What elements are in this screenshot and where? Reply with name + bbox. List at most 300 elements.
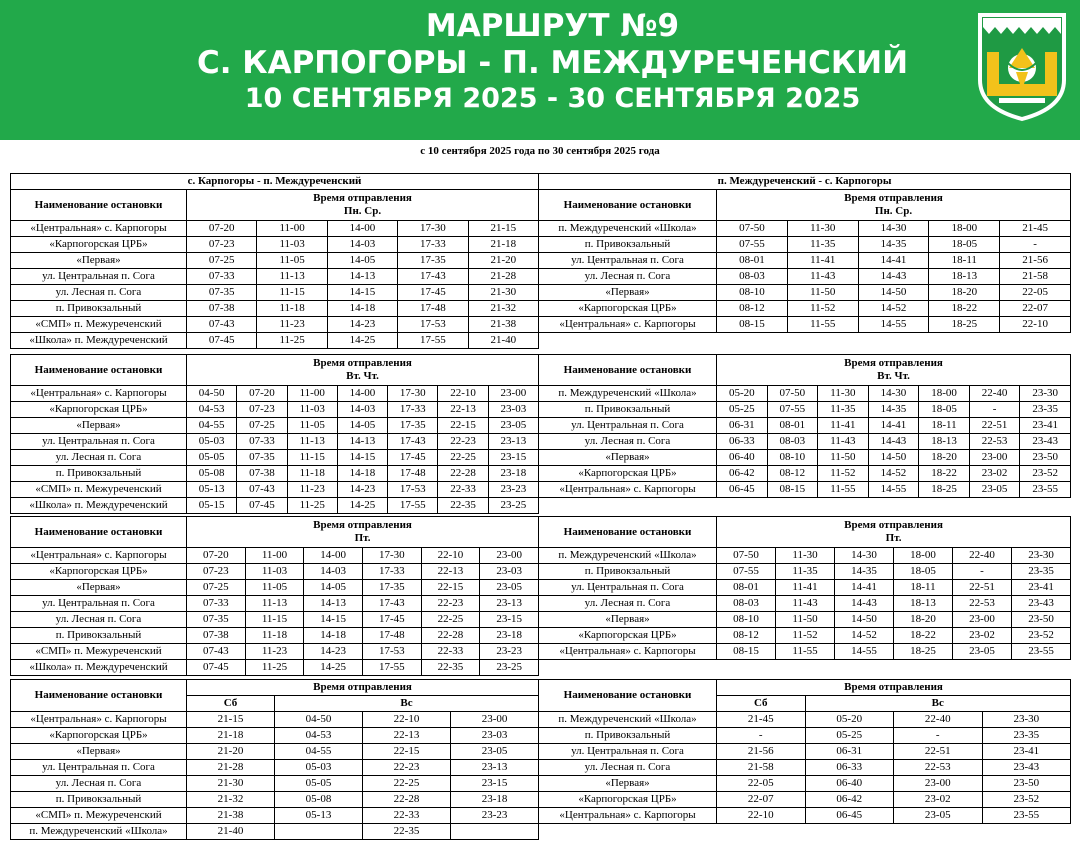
departure-time: 21-18 — [468, 237, 538, 253]
departure-time: 22-25 — [421, 612, 480, 628]
departure-time: 14-18 — [327, 301, 397, 317]
empty-cell — [539, 824, 717, 840]
departure-time: 11-00 — [245, 548, 304, 564]
departure-time: 21-32 — [468, 301, 538, 317]
departure-time: 23-55 — [1020, 482, 1071, 498]
stop-name: «Первая» — [539, 776, 717, 792]
stop-name: «СМП» п. Межуреченский — [11, 317, 187, 333]
departure-time: 21-56 — [1000, 253, 1071, 269]
stop-name: п. Привокзальный — [11, 466, 187, 482]
stop-name-header: Наименование остановки — [539, 190, 717, 221]
departure-time-label: Время отправления — [844, 192, 943, 204]
departure-time: 23-13 — [488, 434, 538, 450]
departure-time: 21-30 — [187, 776, 275, 792]
departure-time: 21-38 — [468, 317, 538, 333]
departure-time: 11-30 — [818, 386, 869, 402]
departure-time: 22-51 — [969, 418, 1020, 434]
stop-name: ул. Лесная п. Сога — [539, 269, 717, 285]
stop-name: п. Привокзальный — [11, 628, 187, 644]
departure-time: 22-10 — [717, 808, 806, 824]
empty-cell — [539, 333, 717, 349]
departure-time: 05-03 — [275, 760, 363, 776]
table-row — [11, 776, 539, 792]
departure-time: 11-18 — [245, 628, 304, 644]
right-table-block-4 — [538, 679, 1071, 839]
departure-time: 07-20 — [187, 548, 246, 564]
table-row — [11, 466, 539, 482]
departure-time — [275, 824, 363, 840]
table-row — [11, 434, 539, 450]
departure-time — [451, 824, 539, 840]
left-table-block-1 — [10, 173, 539, 349]
departure-time: 11-03 — [257, 237, 327, 253]
departure-time: 23-00 — [894, 776, 983, 792]
stop-name: «Карпогорская ЦРБ» — [11, 728, 187, 744]
departure-time: 22-15 — [363, 744, 451, 760]
departure-time: 17-35 — [388, 418, 438, 434]
departure-time: - — [969, 402, 1020, 418]
departure-time: 21-40 — [187, 824, 275, 840]
departure-time: 17-48 — [398, 301, 468, 317]
departure-time: 14-03 — [327, 237, 397, 253]
departure-time: 07-25 — [187, 253, 257, 269]
stop-name: п. Междуреченский «Школа» — [539, 548, 717, 564]
departure-time-header — [717, 517, 1071, 548]
departure-time: 14-50 — [868, 450, 919, 466]
stop-name: «Карпогорская ЦРБ» — [11, 564, 187, 580]
departure-time: 14-52 — [835, 628, 894, 644]
departure-time: 18-11 — [929, 253, 1000, 269]
departure-time: 08-15 — [767, 482, 818, 498]
departure-time: 21-40 — [468, 333, 538, 349]
departure-time: 17-33 — [398, 237, 468, 253]
departure-time: 23-23 — [451, 808, 539, 824]
departure-time: 18-22 — [929, 301, 1000, 317]
table-row — [11, 728, 539, 744]
departure-time: 18-00 — [929, 221, 1000, 237]
departure-time: 14-25 — [327, 333, 397, 349]
table-row — [11, 386, 539, 402]
departure-time: 05-20 — [717, 386, 768, 402]
departure-time: 23-55 — [982, 808, 1071, 824]
departure-time: 23-30 — [1012, 548, 1071, 564]
table-row — [539, 548, 1071, 564]
stop-name: п. Привокзальный — [539, 237, 717, 253]
stop-name-header: Наименование остановки — [11, 355, 187, 386]
stop-name: «Центральная» с. Карпогоры — [539, 482, 717, 498]
departure-time: 14-18 — [337, 466, 387, 482]
stop-name: «Первая» — [11, 580, 187, 596]
departure-time: 05-08 — [187, 466, 237, 482]
departure-time: 18-11 — [894, 580, 953, 596]
departure-time: 11-43 — [787, 269, 858, 285]
departure-time: 18-05 — [894, 564, 953, 580]
stop-name: «Карпогорская ЦРБ» — [539, 792, 717, 808]
departure-time: 17-53 — [388, 482, 438, 498]
departure-time: 07-20 — [187, 221, 257, 237]
departure-time: 17-55 — [398, 333, 468, 349]
departure-time: 11-55 — [776, 644, 835, 660]
departure-time-label: Время отправления — [844, 519, 943, 531]
departure-time: 22-33 — [438, 482, 488, 498]
departure-time: 08-01 — [717, 580, 776, 596]
departure-time: 23-00 — [488, 386, 538, 402]
stop-name: п. Междуреченский «Школа» — [539, 712, 717, 728]
table-row — [11, 792, 539, 808]
departure-time: 11-25 — [245, 660, 304, 676]
departure-time: 11-30 — [787, 221, 858, 237]
table-row — [11, 317, 539, 333]
departure-time: 11-13 — [257, 269, 327, 285]
stop-name: «Карпогорская ЦРБ» — [11, 402, 187, 418]
departure-time: 23-03 — [451, 728, 539, 744]
departure-time: 17-55 — [388, 498, 438, 514]
departure-time: 07-55 — [717, 237, 788, 253]
departure-time: 23-30 — [982, 712, 1071, 728]
departure-time: 14-43 — [868, 434, 919, 450]
departure-time: 23-05 — [969, 482, 1020, 498]
empty-row — [539, 660, 1071, 676]
days-label: Пт. — [354, 532, 371, 544]
departure-time: 14-05 — [304, 580, 363, 596]
departure-time: 14-13 — [337, 434, 387, 450]
departure-time: 17-30 — [388, 386, 438, 402]
departure-time: 22-28 — [421, 628, 480, 644]
stop-name-header: Наименование остановки — [11, 680, 187, 712]
departure-time: 06-40 — [717, 450, 768, 466]
departure-time: 23-35 — [1020, 402, 1071, 418]
coat-of-arms-icon — [977, 12, 1067, 122]
departure-time: 07-38 — [237, 466, 287, 482]
stop-name: «Центральная» с. Карпогоры — [11, 386, 187, 402]
departure-time: 07-43 — [237, 482, 287, 498]
departure-time: 14-35 — [868, 402, 919, 418]
departure-time: 11-05 — [245, 580, 304, 596]
stop-name: ул. Лесная п. Сога — [11, 285, 187, 301]
stop-name: ул. Лесная п. Сога — [539, 760, 717, 776]
departure-time: 07-33 — [187, 269, 257, 285]
departure-time: 14-50 — [858, 285, 929, 301]
departure-time: 11-35 — [776, 564, 835, 580]
empty-cell — [1000, 333, 1071, 349]
departure-time: - — [953, 564, 1012, 580]
departure-time: 17-43 — [398, 269, 468, 285]
departure-time: 11-13 — [245, 596, 304, 612]
departure-time: 22-28 — [363, 792, 451, 808]
departure-time: 22-07 — [717, 792, 806, 808]
departure-time: 11-41 — [818, 418, 869, 434]
departure-time: 07-35 — [187, 612, 246, 628]
departure-time: 07-43 — [187, 317, 257, 333]
departure-time: 23-18 — [480, 628, 539, 644]
departure-time: 14-03 — [304, 564, 363, 580]
departure-time: 11-50 — [818, 450, 869, 466]
departure-time: 14-43 — [858, 269, 929, 285]
empty-cell — [818, 498, 869, 514]
table-row — [11, 221, 539, 237]
departure-time: 14-41 — [858, 253, 929, 269]
table-row — [539, 418, 1071, 434]
departure-time: 04-53 — [275, 728, 363, 744]
stop-name: ул. Центральная п. Сога — [539, 253, 717, 269]
departure-time: - — [1000, 237, 1071, 253]
departure-time: 05-20 — [805, 712, 894, 728]
table-row — [539, 728, 1071, 744]
departure-time: 22-33 — [363, 808, 451, 824]
departure-time: 14-55 — [835, 644, 894, 660]
departure-time: 08-10 — [717, 612, 776, 628]
table-row — [11, 237, 539, 253]
departure-time: 21-20 — [468, 253, 538, 269]
table-row — [539, 317, 1071, 333]
stop-name: ул. Лесная п. Сога — [11, 612, 187, 628]
departure-time: 21-15 — [187, 712, 275, 728]
departure-time: 14-03 — [337, 402, 387, 418]
departure-time: 22-13 — [438, 402, 488, 418]
departure-time: 07-35 — [237, 450, 287, 466]
departure-time: 11-30 — [776, 548, 835, 564]
stop-name: ул. Центральная п. Сога — [11, 269, 187, 285]
departure-time: 18-13 — [919, 434, 970, 450]
table-row — [539, 269, 1071, 285]
table-row — [539, 792, 1071, 808]
table-row — [539, 237, 1071, 253]
stop-name: «Центральная» с. Карпогоры — [539, 808, 717, 824]
departure-time: 11-43 — [776, 596, 835, 612]
departure-time: 11-41 — [787, 253, 858, 269]
departure-time: 05-15 — [187, 498, 237, 514]
stop-name-header: Наименование остановки — [539, 680, 717, 712]
departure-time: 07-23 — [237, 402, 287, 418]
table-row — [539, 760, 1071, 776]
empty-cell — [717, 824, 806, 840]
table-row — [539, 253, 1071, 269]
stop-name: «Первая» — [11, 418, 187, 434]
stop-name: ул. Центральная п. Сога — [11, 434, 187, 450]
route-period: 10 СЕНТЯБРЯ 2025 - 30 СЕНТЯБРЯ 2025 — [244, 83, 861, 114]
departure-time: 07-38 — [187, 301, 257, 317]
departure-time: 22-13 — [363, 728, 451, 744]
empty-cell — [894, 824, 983, 840]
departure-time: 23-35 — [1012, 564, 1071, 580]
departure-time: 21-45 — [1000, 221, 1071, 237]
departure-time: 06-40 — [805, 776, 894, 792]
empty-cell — [1012, 660, 1071, 676]
departure-time: 07-20 — [237, 386, 287, 402]
departure-time: 22-10 — [1000, 317, 1071, 333]
stop-name: «Карпогорская ЦРБ» — [539, 628, 717, 644]
departure-time-header — [187, 355, 539, 386]
stop-name: «СМП» п. Межуреченский — [11, 644, 187, 660]
stop-name-header: Наименование остановки — [539, 517, 717, 548]
departure-time: 23-02 — [969, 466, 1020, 482]
table-row — [539, 744, 1071, 760]
departure-time: 11-00 — [287, 386, 337, 402]
departure-time: 11-50 — [776, 612, 835, 628]
stop-name: ул. Центральная п. Сога — [11, 596, 187, 612]
departure-time: 11-15 — [257, 285, 327, 301]
days-label: Вт. Чт. — [346, 370, 379, 382]
stop-name: «Карпогорская ЦРБ» — [539, 301, 717, 317]
departure-time: 17-35 — [398, 253, 468, 269]
departure-time: 08-03 — [717, 596, 776, 612]
departure-time: 23-43 — [1020, 434, 1071, 450]
departure-time: 23-18 — [488, 466, 538, 482]
table-row — [539, 564, 1071, 580]
departure-time: 22-15 — [438, 418, 488, 434]
departure-time: 23-43 — [982, 760, 1071, 776]
departure-time: 07-45 — [187, 333, 257, 349]
departure-time: 14-55 — [868, 482, 919, 498]
departure-time: 22-53 — [953, 596, 1012, 612]
departure-time: 22-10 — [363, 712, 451, 728]
departure-time: 22-10 — [438, 386, 488, 402]
departure-time: 22-07 — [1000, 301, 1071, 317]
empty-cell — [835, 660, 894, 676]
departure-time: 05-25 — [805, 728, 894, 744]
departure-time: 18-20 — [919, 450, 970, 466]
saturday-header: Сб — [187, 696, 275, 712]
departure-time: 07-25 — [237, 418, 287, 434]
stop-name: «Центральная» с. Карпогоры — [11, 221, 187, 237]
departure-time: 23-15 — [451, 776, 539, 792]
departure-time: 17-53 — [398, 317, 468, 333]
departure-time: 23-43 — [1012, 596, 1071, 612]
departure-time: 23-35 — [982, 728, 1071, 744]
departure-time: 08-15 — [717, 317, 788, 333]
days-label: Пн. Ср. — [874, 205, 913, 217]
departure-time: 22-05 — [1000, 285, 1071, 301]
departure-time: 11-41 — [776, 580, 835, 596]
departure-time: 08-03 — [717, 269, 788, 285]
departure-time: 23-25 — [480, 660, 539, 676]
departure-time: 23-50 — [1012, 612, 1071, 628]
table-row — [11, 760, 539, 776]
departure-time: 22-25 — [363, 776, 451, 792]
departure-time: 11-52 — [776, 628, 835, 644]
stop-name: п. Привокзальный — [11, 301, 187, 317]
departure-time: 23-15 — [488, 450, 538, 466]
table-row — [11, 333, 539, 349]
departure-time: 14-30 — [835, 548, 894, 564]
empty-cell — [787, 333, 858, 349]
direction-header: п. Междуреченский - с. Карпогоры — [539, 174, 1071, 190]
departure-time: 11-50 — [787, 285, 858, 301]
table-row — [11, 253, 539, 269]
departure-time: 11-15 — [245, 612, 304, 628]
stop-name: ул. Лесная п. Сога — [539, 434, 717, 450]
stop-name: «Центральная» с. Карпогоры — [539, 317, 717, 333]
departure-time: 11-35 — [818, 402, 869, 418]
departure-time: 21-58 — [717, 760, 806, 776]
departure-time: 06-45 — [805, 808, 894, 824]
departure-time: 17-43 — [362, 596, 421, 612]
empty-cell — [767, 498, 818, 514]
left-table-block-2 — [10, 354, 539, 514]
stop-name: «Первая» — [11, 744, 187, 760]
departure-time: 22-23 — [421, 596, 480, 612]
departure-time: 07-45 — [237, 498, 287, 514]
departure-time-header: Время отправления — [187, 680, 539, 696]
stop-name: п. Привокзальный — [539, 728, 717, 744]
departure-time: 22-35 — [438, 498, 488, 514]
route-title: МАРШРУТ №9 — [425, 8, 680, 44]
departure-time: 14-00 — [304, 548, 363, 564]
table-row — [539, 596, 1071, 612]
departure-time: 11-43 — [818, 434, 869, 450]
departure-time: 11-15 — [287, 450, 337, 466]
table-row — [11, 628, 539, 644]
empty-row — [539, 333, 1071, 349]
departure-time: 08-12 — [717, 301, 788, 317]
empty-row — [539, 498, 1071, 514]
table-row — [11, 580, 539, 596]
departure-time-header — [717, 190, 1071, 221]
departure-time: 07-33 — [187, 596, 246, 612]
departure-time: 23-41 — [1012, 580, 1071, 596]
departure-time: 07-23 — [187, 564, 246, 580]
departure-time: 23-02 — [894, 792, 983, 808]
departure-time: 23-13 — [451, 760, 539, 776]
departure-time: 08-15 — [717, 644, 776, 660]
stop-name: ул. Центральная п. Сога — [539, 418, 717, 434]
departure-time: 23-05 — [488, 418, 538, 434]
departure-time: 18-13 — [929, 269, 1000, 285]
departure-time: 11-13 — [287, 434, 337, 450]
empty-cell — [539, 498, 717, 514]
departure-time: 14-15 — [337, 450, 387, 466]
departure-time: 23-00 — [451, 712, 539, 728]
table-row — [11, 402, 539, 418]
stop-name: ул. Лесная п. Сога — [11, 450, 187, 466]
stop-name: «Карпогорская ЦРБ» — [539, 466, 717, 482]
departure-time: 11-03 — [245, 564, 304, 580]
header-banner — [0, 0, 1080, 140]
departure-time: 17-45 — [388, 450, 438, 466]
departure-time-header: Время отправления — [717, 680, 1071, 696]
departure-time: 21-18 — [187, 728, 275, 744]
table-row — [539, 776, 1071, 792]
stop-name: п. Привокзальный — [539, 564, 717, 580]
departure-time: 17-43 — [388, 434, 438, 450]
table-row — [539, 434, 1071, 450]
departure-time: 21-15 — [468, 221, 538, 237]
departure-time: 14-43 — [835, 596, 894, 612]
empty-cell — [539, 660, 717, 676]
departure-time: 11-18 — [257, 301, 327, 317]
empty-cell — [717, 498, 768, 514]
departure-time: 07-35 — [187, 285, 257, 301]
departure-time: 23-18 — [451, 792, 539, 808]
departure-time: 18-25 — [919, 482, 970, 498]
departure-time: 11-25 — [287, 498, 337, 514]
stop-name: ул. Центральная п. Сога — [539, 744, 717, 760]
table-row — [11, 644, 539, 660]
departure-time: 22-23 — [438, 434, 488, 450]
departure-time: 23-02 — [953, 628, 1012, 644]
stop-name: ул. Центральная п. Сога — [11, 760, 187, 776]
departure-time: 22-25 — [438, 450, 488, 466]
departure-time: 23-41 — [982, 744, 1071, 760]
departure-time: 07-55 — [767, 402, 818, 418]
departure-time: 22-10 — [421, 548, 480, 564]
table-row — [539, 482, 1071, 498]
departure-time: 07-25 — [187, 580, 246, 596]
departure-time: 22-35 — [363, 824, 451, 840]
departure-time: 21-45 — [717, 712, 806, 728]
departure-time: 11-23 — [287, 482, 337, 498]
departure-time: 22-53 — [969, 434, 1020, 450]
